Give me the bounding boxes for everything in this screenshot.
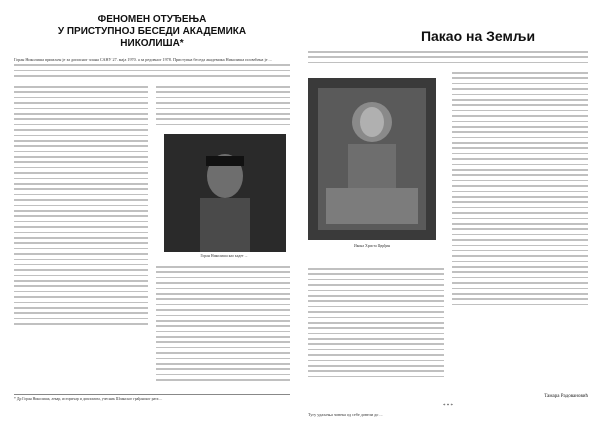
section-separator: * * * xyxy=(443,404,453,409)
left-footnote: * Др Горан Николиша, лекар, историчар и дипломата, учесник Шпанског грађанског рата ... xyxy=(14,394,290,402)
left-column-2 xyxy=(156,86,290,129)
author-signature: Тамара Радовановић xyxy=(544,394,588,399)
right-column-1-bottom xyxy=(308,268,444,381)
left-article-title xyxy=(14,14,290,50)
left-intro xyxy=(14,57,290,81)
icon-image xyxy=(308,78,436,240)
left-title-line-2: У ПРИСТУПНОЈ БЕСЕДИ АКАДЕМИКА xyxy=(57,26,247,37)
left-article xyxy=(14,14,290,414)
right-lead-paragraph xyxy=(308,51,588,67)
right-closing-paragraph xyxy=(308,412,588,417)
icon-caption: Икона Христа Цврђин xyxy=(354,244,390,248)
right-closing-text: Тугу удаљења човека од себе довели до ... xyxy=(308,412,383,417)
right-column-2 xyxy=(452,72,588,309)
portrait-caption: Горан Николиша као кадет ... xyxy=(200,254,248,258)
left-title-line-1: ФЕНОМЕН ОТУЂЕЊА xyxy=(97,14,207,25)
left-column-2-bottom xyxy=(156,266,290,385)
portrait-photo xyxy=(164,134,286,252)
right-article-title: Пакао на Земљи xyxy=(420,28,536,44)
left-intro-text: Горан Николиша примљен је за дописног члана САНУ 27. маја 1970. а за редовног 1978. Приступна беседа академика Николиша посвећена је ... xyxy=(14,57,272,62)
left-title-line-3: НИКОЛИША* xyxy=(120,38,184,49)
left-column-1 xyxy=(14,86,148,329)
